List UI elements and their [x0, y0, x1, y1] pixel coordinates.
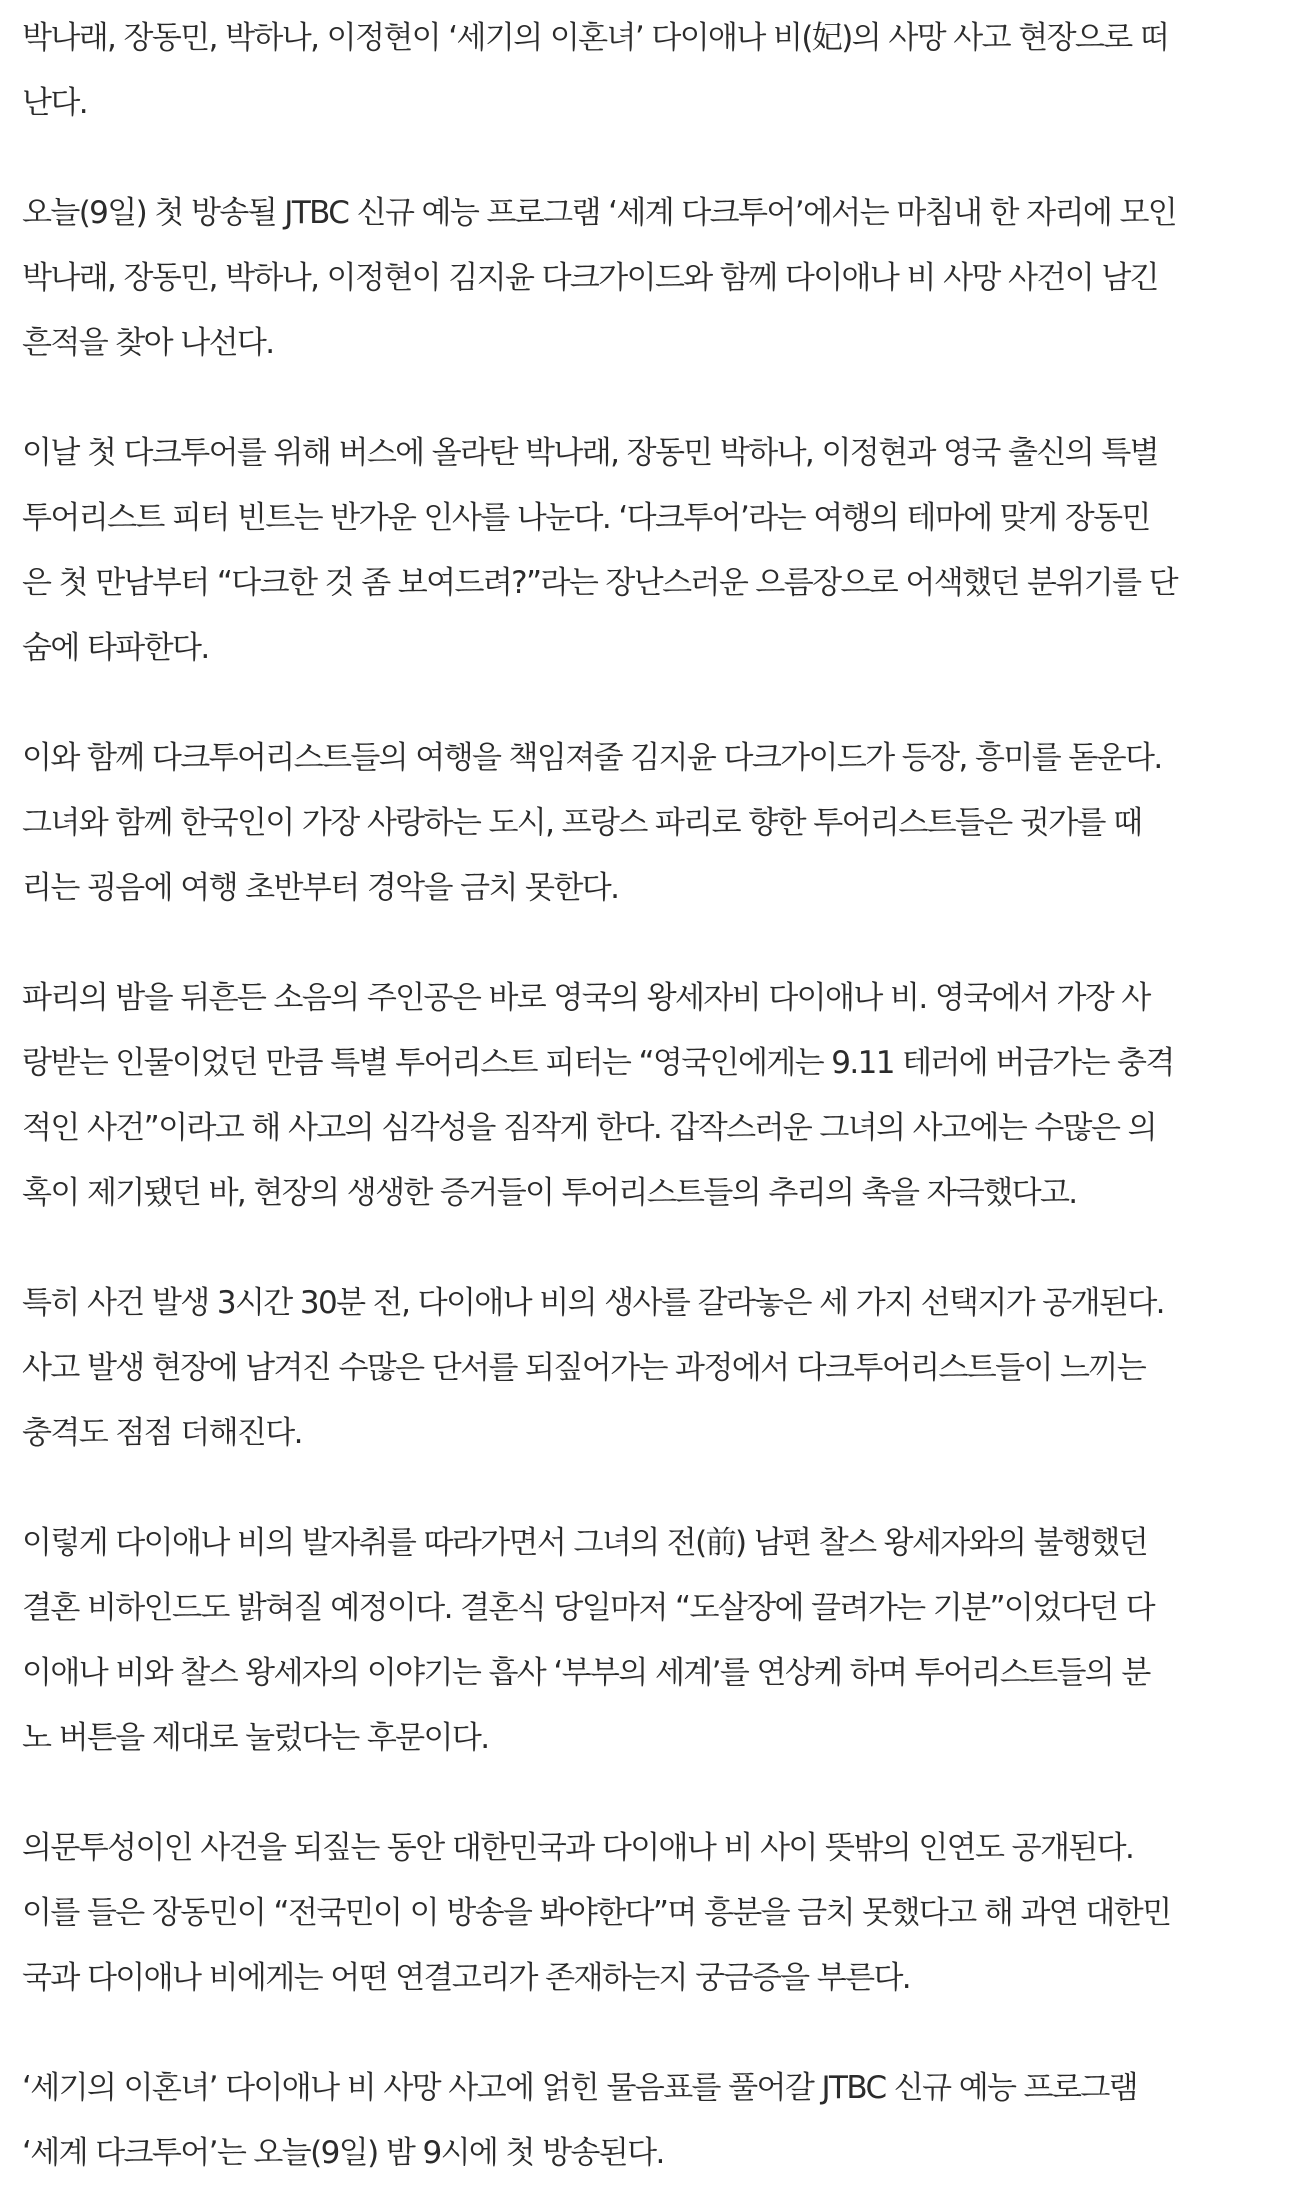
paragraph-line: 난다.	[22, 85, 87, 121]
paragraph-line: 특히 사건 발생 3시간 30분 전, 다이애나 비의 생사를 갈라놓은 세 가지 선택지가 공개된다.	[22, 1285, 1164, 1321]
paragraph-line: 박나래, 장동민, 박하나, 이정현이 김지윤 다크가이드와 함께 다이애나 비 사망 사건이 남긴	[22, 260, 1159, 296]
article-paragraph	[22, 1271, 1272, 1466]
paragraph-line: 그녀와 함께 한국인이 가장 사랑하는 도시, 프랑스 파리로 향한 투어리스트들은 귓가를 때	[22, 805, 1142, 841]
article-paragraph	[22, 421, 1272, 681]
paragraph-line: 숨에 타파한다.	[22, 630, 209, 666]
article-paragraph	[22, 2056, 1272, 2186]
paragraph-line: 충격도 점점 더해진다.	[22, 1415, 302, 1451]
paragraph-line: 랑받는 인물이었던 만큼 특별 투어리스트 피터는 “영국인에게는 9.11 테러에 버금가는 충격	[22, 1045, 1174, 1081]
paragraph-line: 사고 발생 현장에 남겨진 수많은 단서를 되짚어가는 과정에서 다크투어리스트들이 느끼는	[22, 1350, 1146, 1386]
paragraph-line: 이날 첫 다크투어를 위해 버스에 올라탄 박나래, 장동민 박하나, 이정현과 영국 출신의 특별	[22, 435, 1159, 471]
paragraph-line: ‘세계 다크투어’는 오늘(9일) 밤 9시에 첫 방송된다.	[22, 2135, 664, 2171]
paragraph-line: 투어리스트 피터 빈트는 반가운 인사를 나눈다. ‘다크투어’라는 여행의 테마에 맞게 장동민	[22, 500, 1150, 536]
article-body	[0, 6, 1290, 2186]
article-paragraph	[22, 1511, 1272, 1771]
paragraph-line: 이애나 비와 찰스 왕세자의 이야기는 흡사 ‘부부의 세계’를 연상케 하며 투어리스트들의 분	[22, 1655, 1150, 1691]
article-paragraph	[22, 6, 1272, 136]
article-paragraph	[22, 966, 1272, 1226]
article-paragraph	[22, 726, 1272, 921]
paragraph-line: 결혼 비하인드도 밝혀질 예정이다. 결혼식 당일마저 “도살장에 끌려가는 기분”이었다던 다	[22, 1590, 1154, 1626]
paragraph-line: 의문투성이인 사건을 되짚는 동안 대한민국과 다이애나 비 사이 뜻밖의 인연도 공개된다.	[22, 1830, 1134, 1866]
paragraph-line: 오늘(9일) 첫 방송될 JTBC 신규 예능 프로그램 ‘세계 다크투어’에서는 마침내 한 자리에 모인	[22, 195, 1177, 231]
paragraph-line: 이와 함께 다크투어리스트들의 여행을 책임져줄 김지윤 다크가이드가 등장, 흥미를 돋운다.	[22, 740, 1162, 776]
paragraph-line: 이를 들은 장동민이 “전국민이 이 방송을 봐야한다”며 흥분을 금치 못했다고 해 과연 대한민	[22, 1895, 1171, 1931]
paragraph-line: ‘세기의 이혼녀’ 다이애나 비 사망 사고에 얽힌 물음표를 풀어갈 JTBC 신규 예능 프로그램	[22, 2070, 1138, 2106]
paragraph-line: 은 첫 만남부터 “다크한 것 좀 보여드려?”라는 장난스러운 으름장으로 어색했던 분위기를 단	[22, 565, 1178, 601]
paragraph-line: 적인 사건”이라고 해 사고의 심각성을 짐작게 한다. 갑작스러운 그녀의 사고에는 수많은 의	[22, 1110, 1156, 1146]
paragraph-line: 리는 굉음에 여행 초반부터 경악을 금치 못한다.	[22, 870, 619, 906]
paragraph-line: 국과 다이애나 비에게는 어떤 연결고리가 존재하는지 궁금증을 부른다.	[22, 1960, 911, 1996]
article-paragraph	[22, 181, 1272, 376]
article-paragraph	[22, 1816, 1272, 2011]
paragraph-line: 이렇게 다이애나 비의 발자취를 따라가면서 그녀의 전(前) 남편 찰스 왕세자와의 불행했던	[22, 1525, 1148, 1561]
paragraph-line: 혹이 제기됐던 바, 현장의 생생한 증거들이 투어리스트들의 추리의 촉을 자극했다고.	[22, 1175, 1077, 1211]
paragraph-line: 파리의 밤을 뒤흔든 소음의 주인공은 바로 영국의 왕세자비 다이애나 비. 영국에서 가장 사	[22, 980, 1150, 1016]
paragraph-line: 흔적을 찾아 나선다.	[22, 325, 274, 361]
paragraph-line: 박나래, 장동민, 박하나, 이정현이 ‘세기의 이혼녀’ 다이애나 비(妃)의 사망 사고 현장으로 떠	[22, 20, 1169, 56]
paragraph-line: 노 버튼을 제대로 눌렀다는 후문이다.	[22, 1720, 489, 1756]
